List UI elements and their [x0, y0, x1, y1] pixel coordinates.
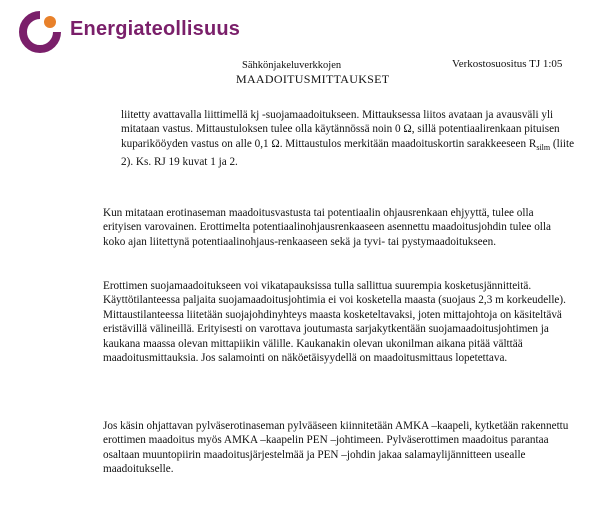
paragraph-3: Erottimen suojamaadoitukseen voi vikatapauksissa tulla sallittua suurempia kosketusjännitteitä. Käyttötilanteessa paljaita suojamaadoitusjohtimia ei voi kosketella maasta (suojaus 2,3 m korkeudelle). Mittaustilanteessa liitetään suojajohdinyhteys maasta kosketeltavaksi, joten mittajohtoja on käsiteltävä eristävillä välineillä. Erityisesti on varottava joutumasta sarjakytkentään suojamaadoitusjohtimen ja kaukana maassa olevan mittapiikin välille. Kaukanakin olevan ukonilman aikana pitää välttää maadoitusmittauksia. Jos salamointi on näköetäisyydellä on maadoitusmittaus lopetettava.: [103, 280, 566, 365]
recommendation-code: Verkostosuositus TJ 1:05: [452, 58, 563, 70]
paragraph-2: Kun mitataan erotinaseman maadoitusvastusta tai potentiaalin ohjausrenkaan ehjyyttä, tulee olla erityisen varovainen. Erottimelta potentiaalinohjausrenkaaseen asennettu maadoitusjohdin tulee olla koko ajan liitettynä potentiaalinohjaus-renkaaseen sekä ja tyvi- tai pystymaadoitukseen.: [103, 207, 551, 248]
energiateollisuus-logo-icon: [18, 10, 62, 54]
paragraph-1-text-b: (liite 2). Ks. RJ 19 kuvat 1 ja 2.: [121, 137, 575, 169]
page-title: MAADOITUSMITTAUKSET: [236, 72, 390, 86]
paragraph-1: [121, 108, 583, 170]
document-series: Sähkönjakeluverkkojen: [242, 60, 342, 71]
paragraph-4: Jos käsin ohjattavan pylväserotinaseman pylvääseen kiinnitetään AMKA –kaapeli, kytketään rakennettu erottimen maadoitus myös AMKA –kaapelin PEN –johtimeen. Pylväserottimen maadoitus parantaa osaltaan muuntopiirin maadoitusjärjestelmää ja PEN –johdin jakaa salamaylijännitteen usealle maadoitukselle.: [103, 420, 569, 476]
paragraph-1-subscript: silm: [536, 143, 551, 153]
brand-name: Energiateollisuus: [70, 18, 241, 40]
paragraph-1-text-a: liitetty avattavalla liittimellä kj -suojamaadoitukseen. Mittauksessa liitos avataan ja avausväli yli mitataan vastus. Mittaustuloksen tulee olla käytännössä noin 0 Ω, sillä potentiaalirenkaan pituisen kuparikööyden vastus on alle 0,1 Ω. Mittaustulos merkitään maadoituskortin sarakkeeseen R: [121, 109, 560, 150]
